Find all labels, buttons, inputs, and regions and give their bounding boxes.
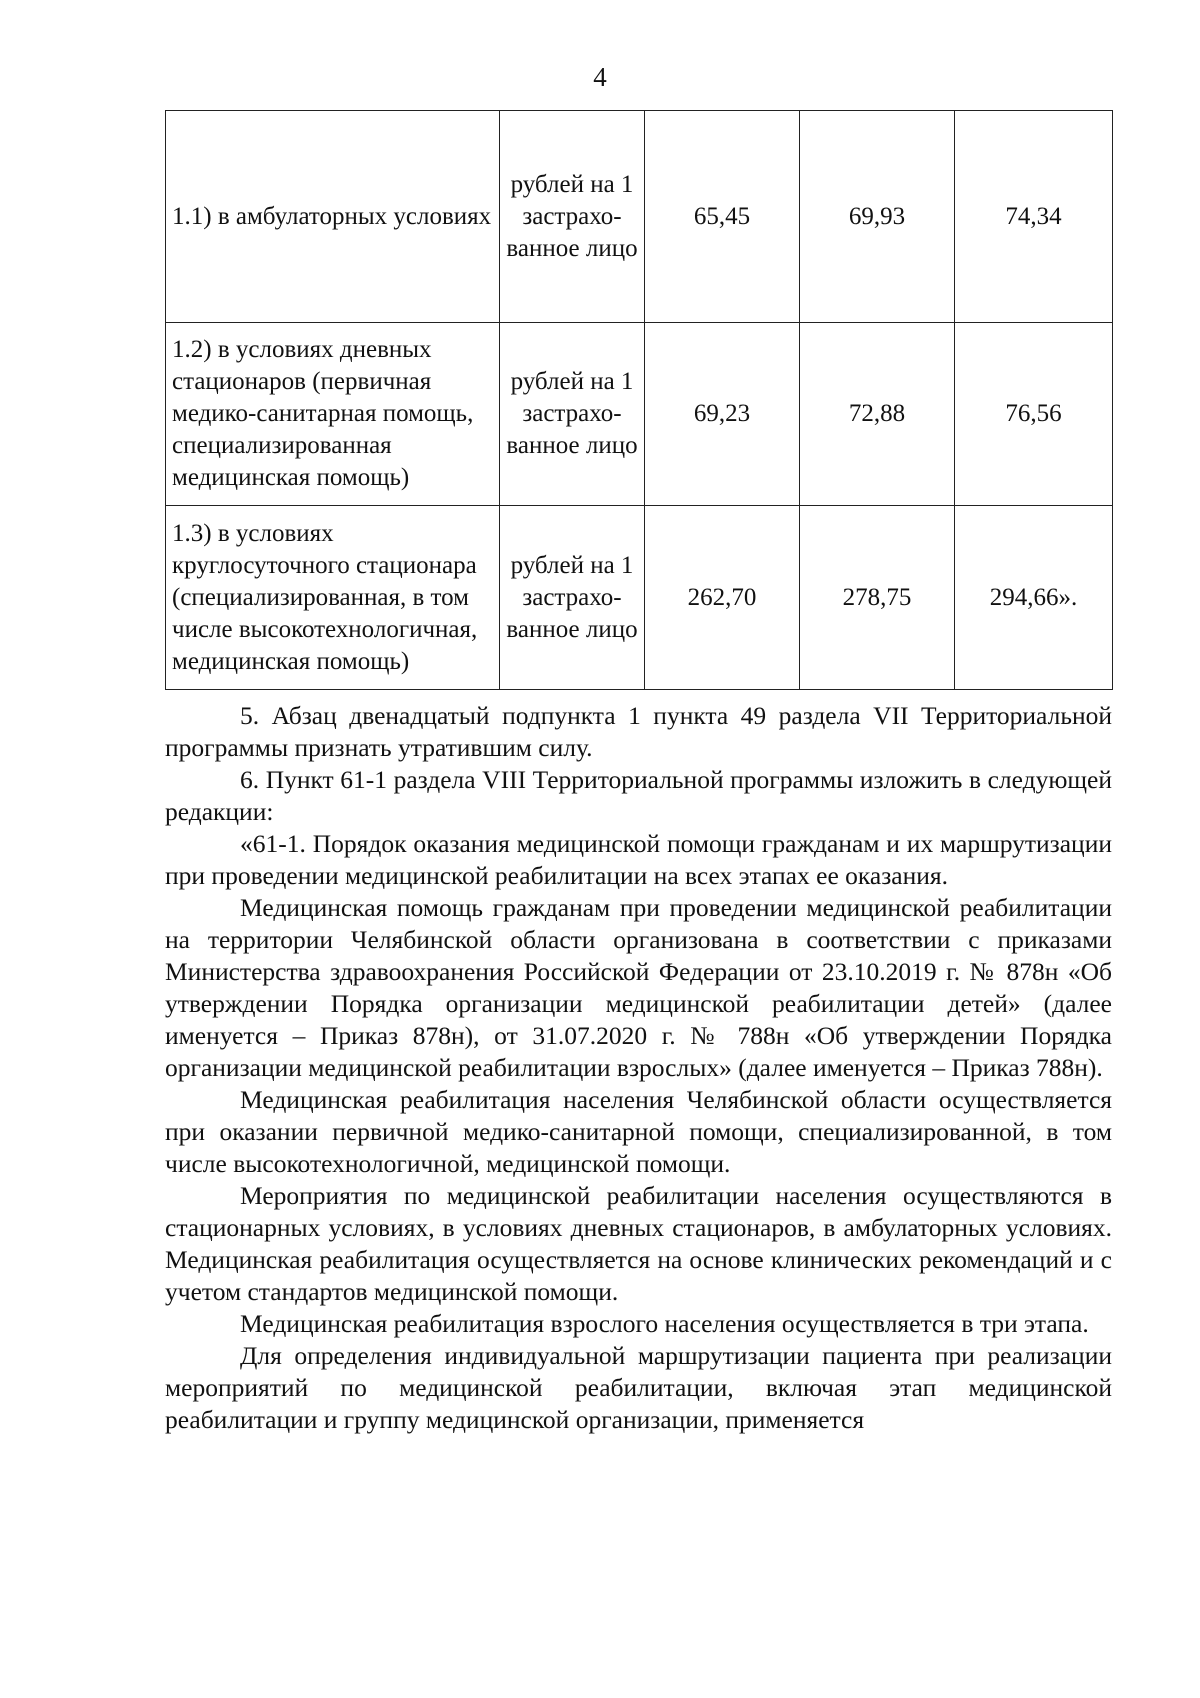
row-value-1: 69,23 (645, 323, 800, 506)
row-unit: рублей на 1 застрахо-ванное лицо (500, 506, 645, 690)
body-text (165, 700, 1112, 1436)
paragraph-item-5: 5. Абзац двенадцатый подпункта 1 пункта 49 раздела VII Территориальной программы признать утратившим силу. (165, 701, 1112, 762)
paragraph-rehab-population: Медицинская реабилитация населения Челябинской области осуществляется при оказании первичной медико-санитарной помощи, специализированной, в том числе высокотехнологичной, медицинской помощи. (165, 1085, 1112, 1178)
row-value-2: 69,93 (800, 111, 955, 323)
row-value-2: 278,75 (800, 506, 955, 690)
table-row (166, 323, 1113, 506)
row-unit: рублей на 1 застрахо-ванное лицо (500, 323, 645, 506)
row-value-3: 76,56 (955, 323, 1113, 506)
row-name: 1.1) в амбулаторных условиях (166, 111, 500, 323)
table-row (166, 111, 1113, 323)
rates-table (165, 110, 1113, 690)
row-value-1: 262,70 (645, 506, 800, 690)
row-unit: рублей на 1 застрахо-ванное лицо (500, 111, 645, 323)
paragraph-orders: Медицинская помощь гражданам при проведении медицинской реабилитации на территории Челябинской области организована в соответствии с приказами Министерства здравоохранения Российской Федерации от 23.10.2019 г. № 878н «Об утверждении Порядка организации медицинской реабилитации детей» (далее именуется – Приказ 878н), от 31.07.2020 г. № 788н «Об утверждении Порядка организации медицинской реабилитации взрослых» (далее именуется – Приказ 788н). (165, 893, 1112, 1082)
row-value-3: 294,66». (955, 506, 1113, 690)
row-value-1: 65,45 (645, 111, 800, 323)
paragraph-three-stages: Медицинская реабилитация взрослого населения осуществляется в три этапа. (240, 1309, 1089, 1338)
row-value-3: 74,34 (955, 111, 1113, 323)
row-name: 1.3) в условиях круглосуточного стационара (специализированная, в том числе высокотехнологичная, медицинская помощь) (166, 506, 500, 690)
row-value-2: 72,88 (800, 323, 955, 506)
page-number: 4 (593, 62, 607, 92)
paragraph-routing: Для определения индивидуальной маршрутизации пациента при реализации мероприятий по медицинской реабилитации, включая этап медицинской реабилитации и группу медицинской организации, применяется (165, 1341, 1112, 1434)
paragraph-item-6: 6. Пункт 61-1 раздела VIII Территориальной программы изложить в следующей редакции: (165, 765, 1112, 826)
table-row (166, 506, 1113, 690)
row-name: 1.2) в условиях дневных стационаров (первичная медико-санитарная помощь, специализированная медицинская помощь) (166, 323, 500, 506)
paragraph-rehab-conditions: Мероприятия по медицинской реабилитации населения осуществляются в стационарных условиях, в условиях дневных стационаров, в амбулаторных условиях. Медицинская реабилитация осуществляется на основе клинических рекомендаций и с учетом стандартов медицинской помощи. (165, 1181, 1112, 1306)
paragraph-61-1-title: «61-1. Порядок оказания медицинской помощи гражданам и их маршрутизации при проведении медицинской реабилитации на всех этапах ее оказания. (165, 829, 1112, 890)
